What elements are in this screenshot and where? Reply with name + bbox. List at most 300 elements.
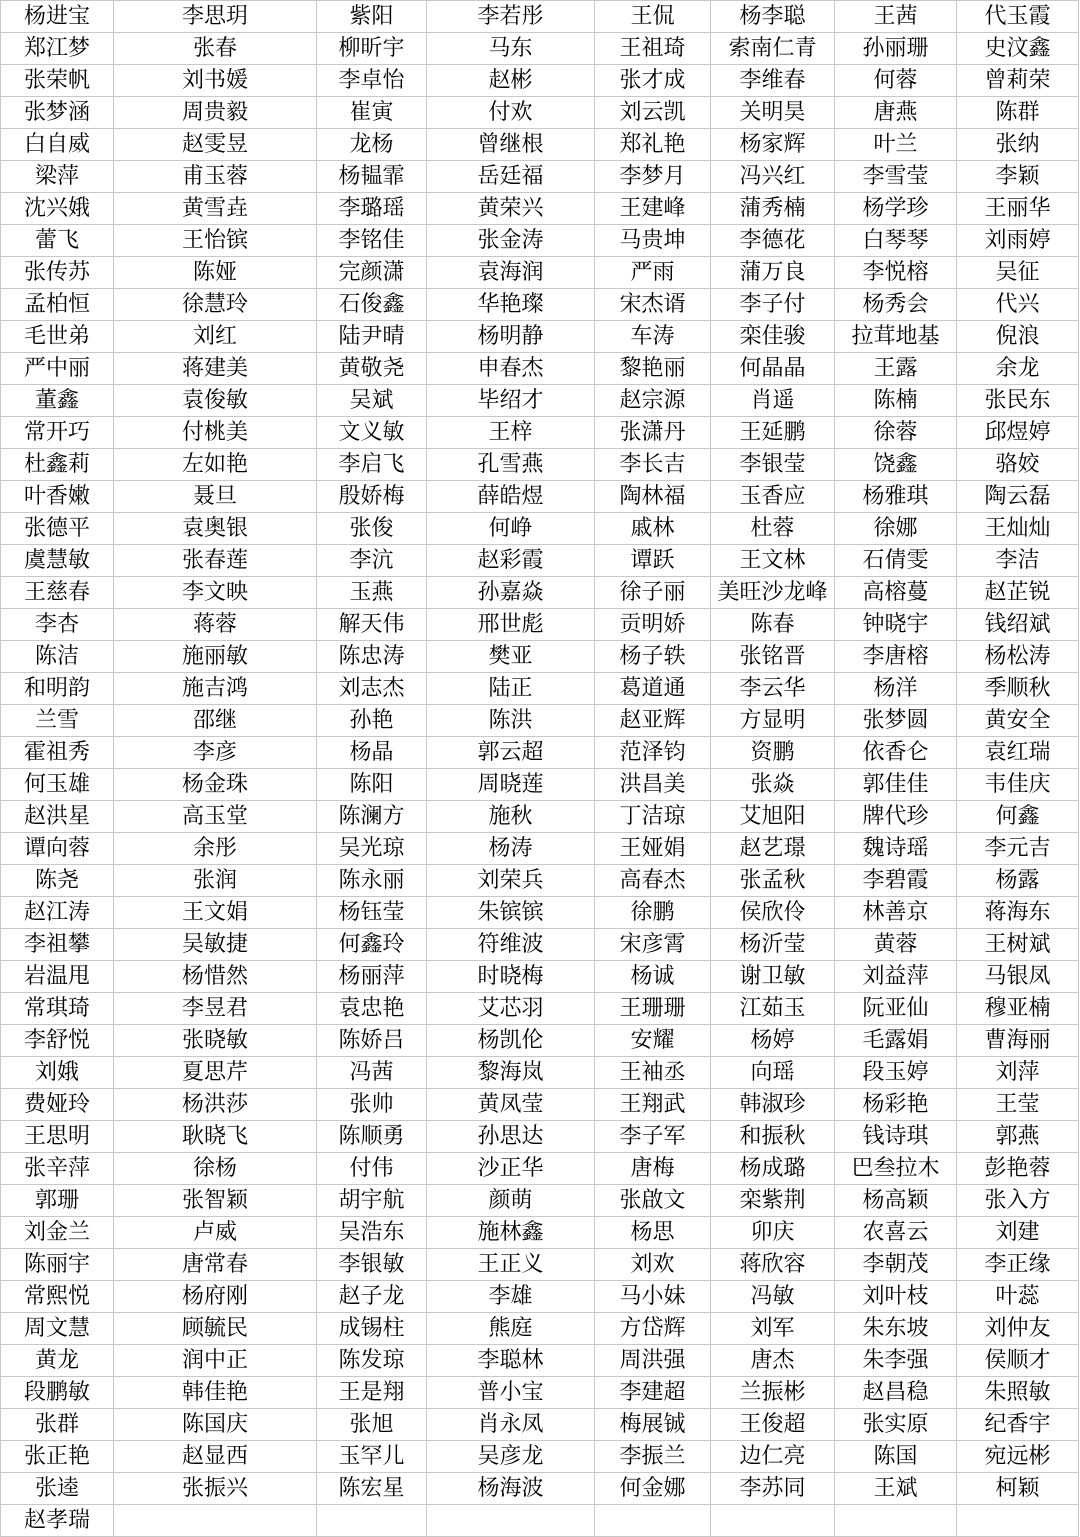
table-row	[1, 673, 1079, 705]
name-cell: 李正缘	[957, 1249, 1079, 1281]
name-cell: 唐燕	[835, 97, 957, 129]
name-cell: 严中丽	[1, 353, 114, 385]
table-row	[1, 1185, 1079, 1217]
name-cell: 杨府刚	[114, 1281, 317, 1313]
name-cell: 代玉霞	[957, 1, 1079, 33]
name-cell: 紫阳	[317, 1, 427, 33]
name-cell: 杨晶	[317, 737, 427, 769]
name-cell: 卢威	[114, 1217, 317, 1249]
name-cell: 李德花	[711, 225, 835, 257]
name-cell: 杨惜然	[114, 961, 317, 993]
name-cell: 李长吉	[595, 449, 711, 481]
name-cell: 张振兴	[114, 1473, 317, 1505]
table-row	[1, 289, 1079, 321]
table-row	[1, 1217, 1079, 1249]
table-row	[1, 801, 1079, 833]
name-cell: 蒋海东	[957, 897, 1079, 929]
name-cell: 陶林福	[595, 481, 711, 513]
name-cell: 赵显西	[114, 1441, 317, 1473]
name-cell: 胡宇航	[317, 1185, 427, 1217]
name-cell: 张晓敏	[114, 1025, 317, 1057]
table-row	[1, 769, 1079, 801]
table-row	[1, 257, 1079, 289]
name-cell: 吴光琼	[317, 833, 427, 865]
name-cell: 唐常春	[114, 1249, 317, 1281]
name-cell: 陆尹晴	[317, 321, 427, 353]
table-row	[1, 1505, 1079, 1537]
name-cell: 赵江涛	[1, 897, 114, 929]
name-cell: 陈忠涛	[317, 641, 427, 673]
name-cell: 王慈春	[1, 577, 114, 609]
grid-body	[1, 1, 1079, 1537]
name-cell: 魏诗瑶	[835, 833, 957, 865]
name-cell: 张辛萍	[1, 1153, 114, 1185]
name-cell: 袁俊敏	[114, 385, 317, 417]
name-cell: 冯茜	[317, 1057, 427, 1089]
name-cell: 杨雅琪	[835, 481, 957, 513]
name-cell: 郭佳佳	[835, 769, 957, 801]
name-cell: 车涛	[595, 321, 711, 353]
table-row	[1, 33, 1079, 65]
name-cell: 杨李聪	[711, 1, 835, 33]
name-cell: 阮亚仙	[835, 993, 957, 1025]
name-cell: 张俊	[317, 513, 427, 545]
name-cell: 范泽钧	[595, 737, 711, 769]
name-cell: 马东	[427, 33, 595, 65]
name-cell: 杨涛	[427, 833, 595, 865]
name-cell: 李杏	[1, 609, 114, 641]
name-cell: 常琪琦	[1, 993, 114, 1025]
name-cell: 符维波	[427, 929, 595, 961]
name-cell: 赵亚辉	[595, 705, 711, 737]
name-cell: 何鑫玲	[317, 929, 427, 961]
name-cell: 张传苏	[1, 257, 114, 289]
name-cell: 颜萌	[427, 1185, 595, 1217]
name-cell: 徐蓉	[835, 417, 957, 449]
name-cell: 赵芷锐	[957, 577, 1079, 609]
table-row	[1, 1025, 1079, 1057]
table-row	[1, 513, 1079, 545]
name-cell: 蒋建美	[114, 353, 317, 385]
name-cell: 王梓	[427, 417, 595, 449]
table-row	[1, 417, 1079, 449]
name-cell: 孙嘉焱	[427, 577, 595, 609]
name-cell: 栾紫荆	[711, 1185, 835, 1217]
name-cell: 史汶鑫	[957, 33, 1079, 65]
name-cell: 卯庆	[711, 1217, 835, 1249]
table-row	[1, 481, 1079, 513]
name-cell: 龙杨	[317, 129, 427, 161]
name-cell: 杨明静	[427, 321, 595, 353]
name-cell: 张铭晋	[711, 641, 835, 673]
name-cell: 马贵坤	[595, 225, 711, 257]
name-cell: 陆正	[427, 673, 595, 705]
name-cell: 拉茸地基	[835, 321, 957, 353]
name-cell: 杨洪莎	[114, 1089, 317, 1121]
name-cell: 袁忠艳	[317, 993, 427, 1025]
name-cell: 施林鑫	[427, 1217, 595, 1249]
name-cell: 艾芯羽	[427, 993, 595, 1025]
table-row	[1, 1377, 1079, 1409]
name-cell: 邢世彪	[427, 609, 595, 641]
name-cell: 付伟	[317, 1153, 427, 1185]
name-cell: 聂旦	[114, 481, 317, 513]
name-cell: 美旺沙龙峰	[711, 577, 835, 609]
name-cell: 陈阳	[317, 769, 427, 801]
name-cell: 杨子轶	[595, 641, 711, 673]
name-cell: 李碧霞	[835, 865, 957, 897]
table-row	[1, 1313, 1079, 1345]
name-cell: 陈娅	[114, 257, 317, 289]
table-row	[1, 449, 1079, 481]
name-cell: 吴浩东	[317, 1217, 427, 1249]
name-cell: 纪香宇	[957, 1409, 1079, 1441]
name-cell: 王延鹏	[711, 417, 835, 449]
name-cell: 黄雪垚	[114, 193, 317, 225]
name-cell: 邵继	[114, 705, 317, 737]
name-cell: 郭云超	[427, 737, 595, 769]
name-cell: 索南仁青	[711, 33, 835, 65]
name-cell: 张潇丹	[595, 417, 711, 449]
name-cell: 杨洋	[835, 673, 957, 705]
name-cell: 刘欢	[595, 1249, 711, 1281]
name-cell: 刘益萍	[835, 961, 957, 993]
name-cell: 艾旭阳	[711, 801, 835, 833]
name-cell: 李银莹	[711, 449, 835, 481]
name-cell: 朱照敏	[957, 1377, 1079, 1409]
table-row	[1, 1121, 1079, 1153]
name-cell: 陈洪	[427, 705, 595, 737]
name-cell: 刘荣兵	[427, 865, 595, 897]
name-cell: 柯颖	[957, 1473, 1079, 1505]
name-cell: 洪昌美	[595, 769, 711, 801]
name-cell: 李沆	[317, 545, 427, 577]
name-cell: 付欢	[427, 97, 595, 129]
name-cell: 钱诗琪	[835, 1121, 957, 1153]
name-cell: 费娅玲	[1, 1089, 114, 1121]
name-cell: 张旭	[317, 1409, 427, 1441]
name-cell: 吴征	[957, 257, 1079, 289]
name-cell: 王娅娟	[595, 833, 711, 865]
name-cell: 唐梅	[595, 1153, 711, 1185]
name-cell: 王树斌	[957, 929, 1079, 961]
name-cell: 王灿灿	[957, 513, 1079, 545]
name-cell: 赵昌稳	[835, 1377, 957, 1409]
name-cell: 牌代珍	[835, 801, 957, 833]
name-cell: 李云华	[711, 673, 835, 705]
name-cell: 陈国	[835, 1441, 957, 1473]
name-cell: 刘萍	[957, 1057, 1079, 1089]
name-cell: 李维春	[711, 65, 835, 97]
name-cell: 杜蓉	[711, 513, 835, 545]
name-cell: 润中正	[114, 1345, 317, 1377]
name-cell: 张入方	[957, 1185, 1079, 1217]
name-cell: 李卓怡	[317, 65, 427, 97]
name-cell: 王丽华	[957, 193, 1079, 225]
name-cell: 黄安全	[957, 705, 1079, 737]
name-cell: 高玉堂	[114, 801, 317, 833]
name-cell: 张春	[114, 33, 317, 65]
name-cell: 张智颖	[114, 1185, 317, 1217]
table-row	[1, 1249, 1079, 1281]
name-cell: 李彦	[114, 737, 317, 769]
name-cell: 刘志杰	[317, 673, 427, 705]
name-cell: 夏思芹	[114, 1057, 317, 1089]
name-cell: 刘金兰	[1, 1217, 114, 1249]
name-cell: 黎海岚	[427, 1057, 595, 1089]
name-cell: 李启飞	[317, 449, 427, 481]
name-cell: 蕾飞	[1, 225, 114, 257]
name-cell: 宋彦霄	[595, 929, 711, 961]
name-cell: 玉燕	[317, 577, 427, 609]
name-cell: 依香仑	[835, 737, 957, 769]
name-cell: 蒋蓉	[114, 609, 317, 641]
name-cell: 王正义	[427, 1249, 595, 1281]
name-cell: 马银凤	[957, 961, 1079, 993]
name-cell: 杨思	[595, 1217, 711, 1249]
name-cell: 王是翔	[317, 1377, 427, 1409]
name-cell: 冯兴红	[711, 161, 835, 193]
table-row	[1, 929, 1079, 961]
name-cell: 王文林	[711, 545, 835, 577]
name-cell: 韩淑珍	[711, 1089, 835, 1121]
name-cell: 农喜云	[835, 1217, 957, 1249]
name-cell: 石俊鑫	[317, 289, 427, 321]
name-cell: 陈楠	[835, 385, 957, 417]
table-row	[1, 705, 1079, 737]
name-cell: 赵宗源	[595, 385, 711, 417]
name-cell: 袁奥银	[114, 513, 317, 545]
name-cell: 梁萍	[1, 161, 114, 193]
name-cell: 刘雨婷	[957, 225, 1079, 257]
name-cell: 周文慧	[1, 1313, 114, 1345]
name-cell: 王袖丞	[595, 1057, 711, 1089]
name-cell: 李颖	[957, 161, 1079, 193]
name-cell: 刘军	[711, 1313, 835, 1345]
name-cell: 杨秀会	[835, 289, 957, 321]
table-row	[1, 193, 1079, 225]
name-cell	[317, 1505, 427, 1537]
name-cell: 何晶晶	[711, 353, 835, 385]
table-row	[1, 961, 1079, 993]
name-cell: 白琴琴	[835, 225, 957, 257]
name-cell: 梅展铖	[595, 1409, 711, 1441]
name-cell: 李思玥	[114, 1, 317, 33]
name-cell: 赵彬	[427, 65, 595, 97]
name-cell: 徐子丽	[595, 577, 711, 609]
name-cell: 刘红	[114, 321, 317, 353]
name-cell: 穆亚楠	[957, 993, 1079, 1025]
name-cell: 殷娇梅	[317, 481, 427, 513]
name-cell: 张才成	[595, 65, 711, 97]
name-cell: 张正艳	[1, 1441, 114, 1473]
name-cell: 叶蕊	[957, 1281, 1079, 1313]
name-cell: 肖永凤	[427, 1409, 595, 1441]
name-cell: 赵孝瑞	[1, 1505, 114, 1537]
name-cell: 肖遥	[711, 385, 835, 417]
name-cell: 施吉鸿	[114, 673, 317, 705]
name-cell: 高榕蔓	[835, 577, 957, 609]
name-cell: 黎艳丽	[595, 353, 711, 385]
name-cell: 王翔武	[595, 1089, 711, 1121]
name-cell: 边仁亮	[711, 1441, 835, 1473]
name-cell: 侯顺才	[957, 1345, 1079, 1377]
name-cell: 何金娜	[595, 1473, 711, 1505]
name-cell: 赵洪星	[1, 801, 114, 833]
table-row	[1, 129, 1079, 161]
name-cell: 徐慧玲	[114, 289, 317, 321]
name-cell: 张孟秋	[711, 865, 835, 897]
name-cell: 王思明	[1, 1121, 114, 1153]
name-cell: 李雄	[427, 1281, 595, 1313]
name-cell: 常开巧	[1, 417, 114, 449]
name-cell: 孙思达	[427, 1121, 595, 1153]
name-cell: 张群	[1, 1409, 114, 1441]
name-cell: 骆姣	[957, 449, 1079, 481]
name-cell: 薛皓煜	[427, 481, 595, 513]
name-cell: 马小妹	[595, 1281, 711, 1313]
name-cell: 黄凤莹	[427, 1089, 595, 1121]
name-cell: 代兴	[957, 289, 1079, 321]
table-row	[1, 833, 1079, 865]
name-cell: 陈宏星	[317, 1473, 427, 1505]
name-cell: 谭向蓉	[1, 833, 114, 865]
name-cell: 李苏同	[711, 1473, 835, 1505]
name-cell: 吴斌	[317, 385, 427, 417]
name-cell: 何玉雄	[1, 769, 114, 801]
name-cell: 杨诚	[595, 961, 711, 993]
name-cell: 蒲秀楠	[711, 193, 835, 225]
name-cell: 李梦月	[595, 161, 711, 193]
name-cell: 顾毓民	[114, 1313, 317, 1345]
table-row	[1, 225, 1079, 257]
name-cell: 段玉婷	[835, 1057, 957, 1089]
table-row	[1, 1153, 1079, 1185]
name-cell: 郑江梦	[1, 33, 114, 65]
name-cell: 樊亚	[427, 641, 595, 673]
name-cell: 陈尧	[1, 865, 114, 897]
name-cell: 张梦涵	[1, 97, 114, 129]
name-cell: 杨钰莹	[317, 897, 427, 929]
name-cell: 李聪林	[427, 1345, 595, 1377]
name-cell: 成锡柱	[317, 1313, 427, 1345]
name-cell: 李璐瑶	[317, 193, 427, 225]
table-row	[1, 1089, 1079, 1121]
name-cell: 刘云凯	[595, 97, 711, 129]
name-cell: 曹海丽	[957, 1025, 1079, 1057]
table-row	[1, 353, 1079, 385]
name-cell: 杨家辉	[711, 129, 835, 161]
name-cell: 王斌	[835, 1473, 957, 1505]
name-cell: 黄荣兴	[427, 193, 595, 225]
name-cell: 蒲万良	[711, 257, 835, 289]
name-cell: 吴敏捷	[114, 929, 317, 961]
name-cell: 倪浪	[957, 321, 1079, 353]
name-cell: 柳昕宇	[317, 33, 427, 65]
name-cell: 李子军	[595, 1121, 711, 1153]
name-cell: 巴叁拉木	[835, 1153, 957, 1185]
name-cell: 季顺秋	[957, 673, 1079, 705]
name-cell: 冯敏	[711, 1281, 835, 1313]
name-cell: 王俊超	[711, 1409, 835, 1441]
name-cell: 叶香嫩	[1, 481, 114, 513]
name-cell: 兰振彬	[711, 1377, 835, 1409]
name-cell: 陈顺勇	[317, 1121, 427, 1153]
name-cell: 熊庭	[427, 1313, 595, 1345]
name-cell: 陈丽宇	[1, 1249, 114, 1281]
table-row	[1, 1345, 1079, 1377]
name-cell: 左如艳	[114, 449, 317, 481]
name-cell: 严雨	[595, 257, 711, 289]
name-cell: 杨凯伦	[427, 1025, 595, 1057]
name-cell: 江茹玉	[711, 993, 835, 1025]
name-cell: 徐鹏	[595, 897, 711, 929]
name-cell: 何峥	[427, 513, 595, 545]
name-cell: 邱煜婷	[957, 417, 1079, 449]
name-cell	[427, 1505, 595, 1537]
name-cell: 杨进宝	[1, 1, 114, 33]
name-cell: 朱东坡	[835, 1313, 957, 1345]
name-cell: 时晓梅	[427, 961, 595, 993]
name-cell	[835, 1505, 957, 1537]
table-row	[1, 1473, 1079, 1505]
name-cell: 余彤	[114, 833, 317, 865]
name-cell: 解天伟	[317, 609, 427, 641]
name-cell: 施秋	[427, 801, 595, 833]
name-cell: 王怡镔	[114, 225, 317, 257]
name-cell: 方岱辉	[595, 1313, 711, 1345]
name-cell: 刘建	[957, 1217, 1079, 1249]
name-cell: 毛世弟	[1, 321, 114, 353]
name-cell: 张春莲	[114, 545, 317, 577]
name-cell: 甫玉蓉	[114, 161, 317, 193]
name-cell: 陈春	[711, 609, 835, 641]
name-cell: 和明韵	[1, 673, 114, 705]
name-cell: 饶鑫	[835, 449, 957, 481]
name-cell: 李唐榕	[835, 641, 957, 673]
name-cell: 耿晓飞	[114, 1121, 317, 1153]
name-cell: 赵彩霞	[427, 545, 595, 577]
name-cell: 文义敏	[317, 417, 427, 449]
table-row	[1, 97, 1079, 129]
name-cell: 韩佳艳	[114, 1377, 317, 1409]
name-cell: 唐杰	[711, 1345, 835, 1377]
name-cell: 王露	[835, 353, 957, 385]
table-row	[1, 1, 1079, 33]
name-cell: 钱绍斌	[957, 609, 1079, 641]
name-cell: 刘娥	[1, 1057, 114, 1089]
name-cell: 陶云磊	[957, 481, 1079, 513]
name-cell: 王祖琦	[595, 33, 711, 65]
name-cell: 方显明	[711, 705, 835, 737]
name-cell: 杨成璐	[711, 1153, 835, 1185]
name-cell: 黄蓉	[835, 929, 957, 961]
name-cell: 李舒悦	[1, 1025, 114, 1057]
name-cell: 宋杰谞	[595, 289, 711, 321]
name-cell: 徐杨	[114, 1153, 317, 1185]
name-cell	[711, 1505, 835, 1537]
name-cell: 李若彤	[427, 1, 595, 33]
name-cell: 兰雪	[1, 705, 114, 737]
name-cell: 李昱君	[114, 993, 317, 1025]
name-cell: 赵子龙	[317, 1281, 427, 1313]
name-cell	[114, 1505, 317, 1537]
name-cell: 张德平	[1, 513, 114, 545]
name-cell: 李铭佳	[317, 225, 427, 257]
name-cell: 张金涛	[427, 225, 595, 257]
name-cell: 虞慧敏	[1, 545, 114, 577]
name-cell: 周晓莲	[427, 769, 595, 801]
